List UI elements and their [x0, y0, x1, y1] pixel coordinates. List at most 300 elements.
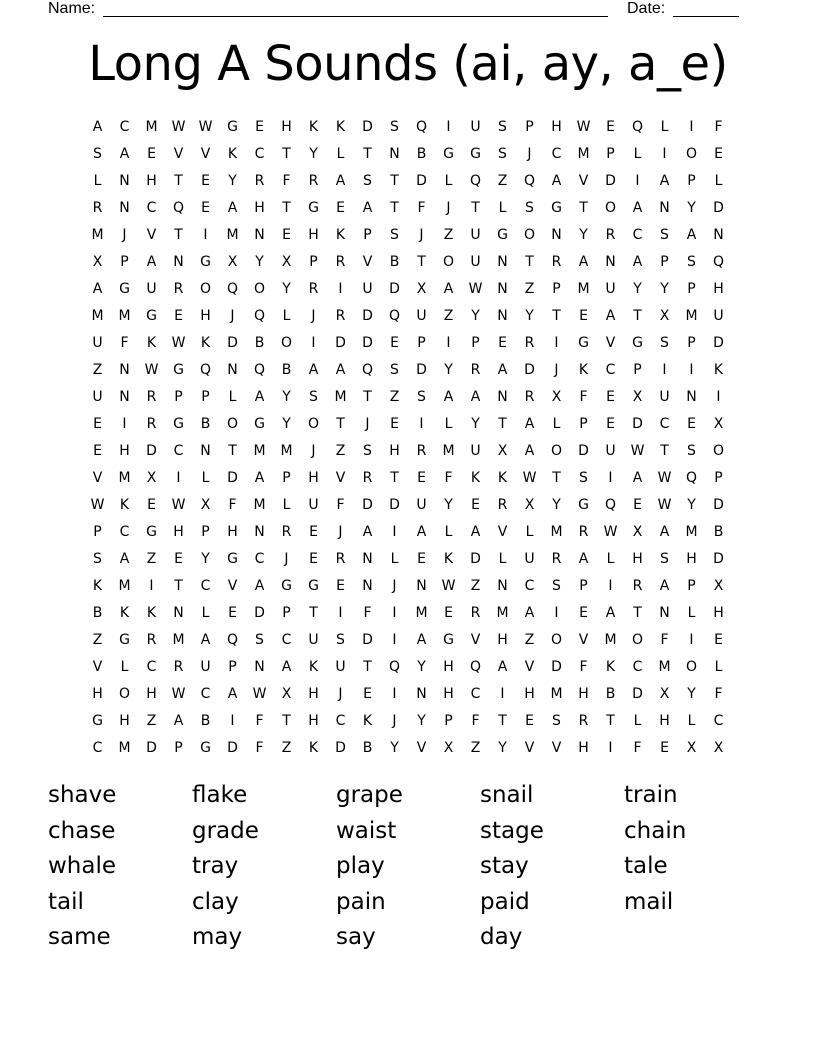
grid-letter[interactable]: Y	[228, 172, 237, 189]
grid-letter[interactable]: D	[335, 739, 346, 756]
grid-letter[interactable]: N	[497, 253, 508, 270]
grid-letter[interactable]: T	[660, 442, 669, 459]
grid-letter[interactable]: Y	[579, 226, 588, 243]
grid-letter[interactable]: A	[443, 388, 454, 405]
grid-letter[interactable]: D	[713, 334, 724, 351]
grid-letter[interactable]: R	[632, 577, 643, 594]
grid-letter[interactable]: E	[390, 334, 399, 351]
grid-letter[interactable]: Z	[443, 226, 454, 243]
grid-letter[interactable]: S	[363, 442, 372, 459]
grid-letter[interactable]: A	[254, 469, 265, 486]
grid-letter[interactable]: V	[578, 631, 589, 648]
grid-letter[interactable]: H	[281, 118, 292, 135]
grid-letter[interactable]: I	[689, 118, 694, 135]
grid-letter[interactable]: X	[632, 523, 643, 540]
grid-letter[interactable]: X	[200, 496, 211, 513]
grid-letter[interactable]: P	[660, 253, 669, 270]
grid-letter[interactable]: X	[551, 388, 562, 405]
grid-letter[interactable]: L	[282, 496, 291, 513]
grid-letter[interactable]: E	[282, 226, 291, 243]
grid-letter[interactable]: P	[93, 523, 102, 540]
grid-letter[interactable]: W	[657, 496, 672, 513]
grid-letter[interactable]: O	[604, 199, 617, 216]
grid-letter[interactable]: C	[119, 118, 130, 135]
grid-letter[interactable]: H	[443, 658, 454, 675]
grid-letter[interactable]: R	[308, 172, 319, 189]
grid-letter[interactable]: Y	[255, 253, 264, 270]
grid-letter[interactable]: D	[362, 496, 373, 513]
grid-letter[interactable]: I	[311, 334, 316, 351]
grid-letter[interactable]: C	[524, 577, 535, 594]
grid-letter[interactable]: F	[471, 712, 480, 729]
grid-letter[interactable]: N	[173, 253, 184, 270]
grid-letter[interactable]: U	[470, 253, 481, 270]
grid-letter[interactable]: C	[551, 145, 562, 162]
grid-letter[interactable]: J	[527, 145, 532, 162]
grid-letter[interactable]: B	[200, 415, 211, 432]
grid-letter[interactable]: K	[92, 577, 103, 594]
grid-letter[interactable]: I	[608, 577, 613, 594]
grid-letter[interactable]: G	[227, 550, 238, 567]
grid-letter[interactable]: Y	[309, 145, 318, 162]
grid-letter[interactable]: X	[227, 253, 238, 270]
grid-letter[interactable]: H	[173, 523, 184, 540]
grid-letter[interactable]: P	[228, 658, 237, 675]
grid-letter[interactable]: O	[523, 226, 536, 243]
grid-letter[interactable]: Z	[335, 442, 346, 459]
grid-letter[interactable]: V	[227, 577, 238, 594]
grid-letter[interactable]: U	[92, 334, 103, 351]
grid-letter[interactable]: E	[336, 577, 345, 594]
grid-letter[interactable]: G	[632, 334, 643, 351]
grid-letter[interactable]: W	[171, 685, 186, 702]
grid-letter[interactable]: I	[392, 685, 397, 702]
grid-letter[interactable]: T	[471, 199, 480, 216]
grid-letter[interactable]: K	[335, 226, 346, 243]
grid-letter[interactable]: X	[416, 280, 427, 297]
grid-letter[interactable]: I	[446, 334, 451, 351]
grid-letter[interactable]: S	[525, 199, 534, 216]
grid-letter[interactable]: N	[119, 199, 130, 216]
grid-letter[interactable]: E	[147, 496, 156, 513]
grid-letter[interactable]: T	[282, 145, 291, 162]
grid-letter[interactable]: E	[471, 496, 480, 513]
grid-letter[interactable]: R	[578, 523, 589, 540]
grid-letter[interactable]: L	[687, 604, 696, 621]
grid-letter[interactable]: S	[309, 388, 318, 405]
grid-letter[interactable]: I	[554, 334, 559, 351]
grid-letter[interactable]: S	[498, 145, 507, 162]
grid-letter[interactable]: R	[605, 226, 616, 243]
grid-letter[interactable]: E	[579, 604, 588, 621]
grid-letter[interactable]: Z	[92, 631, 103, 648]
grid-letter[interactable]: R	[146, 388, 157, 405]
grid-letter[interactable]: H	[308, 469, 319, 486]
grid-letter[interactable]: H	[578, 739, 589, 756]
grid-letter[interactable]: A	[497, 658, 508, 675]
grid-letter[interactable]: S	[390, 226, 399, 243]
grid-letter[interactable]: A	[659, 577, 670, 594]
grid-letter[interactable]: U	[524, 550, 535, 567]
grid-letter[interactable]: P	[552, 280, 561, 297]
grid-letter[interactable]: N	[551, 226, 562, 243]
grid-letter[interactable]: A	[362, 523, 373, 540]
grid-letter[interactable]: L	[498, 550, 507, 567]
grid-letter[interactable]: V	[524, 658, 535, 675]
grid-letter[interactable]: V	[605, 334, 616, 351]
grid-letter[interactable]: Q	[253, 307, 266, 324]
grid-letter[interactable]: H	[632, 550, 643, 567]
grid-letter[interactable]: R	[524, 388, 535, 405]
grid-letter[interactable]: W	[576, 118, 591, 135]
grid-letter[interactable]: T	[174, 226, 183, 243]
grid-letter[interactable]: U	[200, 658, 211, 675]
grid-letter[interactable]: R	[578, 712, 589, 729]
grid-letter[interactable]: E	[687, 415, 696, 432]
grid-letter[interactable]: N	[659, 604, 670, 621]
grid-letter[interactable]: D	[389, 280, 400, 297]
grid-letter[interactable]: E	[147, 145, 156, 162]
grid-letter[interactable]: M	[280, 442, 293, 459]
grid-letter[interactable]: L	[606, 550, 615, 567]
grid-letter[interactable]: N	[497, 307, 508, 324]
grid-letter[interactable]: N	[173, 604, 184, 621]
grid-letter[interactable]: I	[392, 631, 397, 648]
grid-letter[interactable]: H	[254, 199, 265, 216]
grid-letter[interactable]: P	[687, 280, 696, 297]
grid-letter[interactable]: L	[336, 145, 345, 162]
grid-letter[interactable]: E	[255, 118, 264, 135]
grid-letter[interactable]: H	[389, 442, 400, 459]
grid-letter[interactable]: A	[551, 172, 562, 189]
grid-letter[interactable]: I	[554, 604, 559, 621]
grid-letter[interactable]: F	[444, 469, 453, 486]
grid-letter[interactable]: M	[253, 496, 266, 513]
grid-letter[interactable]: P	[282, 469, 291, 486]
grid-letter[interactable]: S	[552, 577, 561, 594]
grid-letter[interactable]: X	[659, 685, 670, 702]
grid-letter[interactable]: P	[444, 712, 453, 729]
grid-letter[interactable]: G	[227, 118, 238, 135]
grid-letter[interactable]: F	[120, 334, 129, 351]
grid-letter[interactable]: B	[200, 712, 211, 729]
grid-letter[interactable]: M	[118, 577, 131, 594]
grid-letter[interactable]: W	[468, 280, 483, 297]
grid-letter[interactable]: Y	[282, 388, 291, 405]
grid-letter[interactable]: R	[308, 280, 319, 297]
grid-letter[interactable]: X	[281, 253, 292, 270]
grid-letter[interactable]: T	[363, 145, 372, 162]
grid-letter[interactable]: E	[525, 712, 534, 729]
grid-letter[interactable]: I	[122, 415, 127, 432]
grid-letter[interactable]: I	[203, 226, 208, 243]
grid-letter[interactable]: O	[442, 253, 455, 270]
grid-letter[interactable]: Q	[469, 658, 482, 675]
grid-letter[interactable]: L	[714, 172, 723, 189]
grid-letter[interactable]: F	[363, 604, 372, 621]
grid-letter[interactable]: S	[93, 550, 102, 567]
grid-letter[interactable]: R	[335, 550, 346, 567]
grid-letter[interactable]: Q	[712, 253, 725, 270]
grid-letter[interactable]: I	[446, 118, 451, 135]
grid-letter[interactable]: G	[200, 739, 211, 756]
grid-letter[interactable]: L	[687, 712, 696, 729]
grid-letter[interactable]: L	[552, 415, 561, 432]
grid-letter[interactable]: E	[606, 118, 615, 135]
grid-letter[interactable]: M	[685, 307, 698, 324]
grid-letter[interactable]: V	[551, 739, 562, 756]
grid-letter[interactable]: N	[389, 145, 400, 162]
grid-letter[interactable]: T	[228, 442, 237, 459]
grid-letter[interactable]: U	[416, 307, 427, 324]
grid-letter[interactable]: N	[362, 550, 373, 567]
grid-letter[interactable]: D	[362, 334, 373, 351]
grid-letter[interactable]: S	[363, 172, 372, 189]
grid-letter[interactable]: V	[497, 523, 508, 540]
grid-letter[interactable]: B	[362, 739, 373, 756]
grid-letter[interactable]: M	[172, 631, 185, 648]
grid-letter[interactable]: K	[200, 334, 211, 351]
grid-letter[interactable]: P	[579, 577, 588, 594]
grid-letter[interactable]: D	[470, 550, 481, 567]
grid-letter[interactable]: O	[631, 631, 644, 648]
grid-letter[interactable]: K	[308, 658, 319, 675]
grid-letter[interactable]: H	[308, 712, 319, 729]
grid-letter[interactable]: Y	[417, 712, 426, 729]
grid-letter[interactable]: S	[687, 442, 696, 459]
grid-letter[interactable]: B	[92, 604, 103, 621]
grid-letter[interactable]: U	[92, 388, 103, 405]
grid-letter[interactable]: G	[578, 496, 589, 513]
grid-letter[interactable]: T	[336, 415, 345, 432]
grid-letter[interactable]: D	[416, 361, 427, 378]
grid-letter[interactable]: I	[689, 631, 694, 648]
grid-letter[interactable]: U	[470, 226, 481, 243]
grid-letter[interactable]: P	[417, 334, 426, 351]
grid-letter[interactable]: L	[633, 712, 642, 729]
grid-letter[interactable]: G	[146, 523, 157, 540]
grid-letter[interactable]: M	[415, 604, 428, 621]
grid-letter[interactable]: A	[146, 253, 157, 270]
grid-letter[interactable]: T	[552, 307, 561, 324]
grid-letter[interactable]: V	[92, 469, 103, 486]
grid-letter[interactable]: K	[497, 469, 508, 486]
grid-letter[interactable]: I	[689, 361, 694, 378]
grid-letter[interactable]: O	[280, 334, 293, 351]
grid-letter[interactable]: C	[200, 577, 211, 594]
grid-letter[interactable]: W	[171, 334, 186, 351]
grid-letter[interactable]: A	[443, 280, 454, 297]
grid-letter[interactable]: F	[228, 496, 237, 513]
grid-letter[interactable]: G	[470, 145, 481, 162]
grid-letter[interactable]: C	[119, 523, 130, 540]
grid-letter[interactable]: E	[201, 199, 210, 216]
grid-letter[interactable]: O	[550, 631, 563, 648]
grid-letter[interactable]: Y	[471, 307, 480, 324]
grid-letter[interactable]: M	[91, 307, 104, 324]
grid-letter[interactable]: Q	[631, 118, 644, 135]
grid-letter[interactable]: A	[335, 361, 346, 378]
grid-letter[interactable]: M	[685, 523, 698, 540]
grid-letter[interactable]: D	[578, 442, 589, 459]
name-blank-line[interactable]	[103, 16, 608, 17]
grid-letter[interactable]: P	[174, 388, 183, 405]
grid-letter[interactable]: G	[443, 145, 454, 162]
grid-letter[interactable]: J	[230, 307, 235, 324]
grid-letter[interactable]: D	[713, 550, 724, 567]
grid-letter[interactable]: P	[309, 253, 318, 270]
grid-letter[interactable]: Y	[633, 280, 642, 297]
grid-letter[interactable]: R	[173, 658, 184, 675]
grid-letter[interactable]: V	[92, 658, 103, 675]
grid-letter[interactable]: R	[362, 469, 373, 486]
grid-letter[interactable]: I	[662, 361, 667, 378]
grid-letter[interactable]: P	[120, 253, 129, 270]
grid-letter[interactable]: A	[524, 442, 535, 459]
grid-letter[interactable]: L	[390, 550, 399, 567]
grid-letter[interactable]: W	[171, 496, 186, 513]
grid-letter[interactable]: Q	[388, 658, 401, 675]
grid-letter[interactable]: K	[146, 334, 157, 351]
grid-letter[interactable]: C	[254, 550, 265, 567]
grid-letter[interactable]: Y	[687, 685, 696, 702]
grid-letter[interactable]: D	[227, 469, 238, 486]
grid-letter[interactable]: E	[390, 415, 399, 432]
grid-letter[interactable]: R	[92, 199, 103, 216]
grid-letter[interactable]: N	[254, 658, 265, 675]
grid-letter[interactable]: R	[470, 361, 481, 378]
grid-letter[interactable]: A	[308, 361, 319, 378]
grid-letter[interactable]: L	[525, 523, 534, 540]
grid-letter[interactable]: M	[577, 280, 590, 297]
grid-letter[interactable]: D	[362, 631, 373, 648]
grid-letter[interactable]: M	[496, 604, 509, 621]
grid-letter[interactable]: J	[365, 415, 370, 432]
grid-letter[interactable]: A	[470, 388, 481, 405]
grid-letter[interactable]: Y	[471, 415, 480, 432]
grid-letter[interactable]: X	[713, 415, 724, 432]
grid-letter[interactable]: A	[227, 199, 238, 216]
grid-letter[interactable]: Y	[282, 280, 291, 297]
grid-letter[interactable]: Y	[201, 550, 210, 567]
grid-letter[interactable]: B	[389, 253, 400, 270]
grid-letter[interactable]: D	[524, 361, 535, 378]
grid-letter[interactable]: C	[92, 739, 103, 756]
grid-letter[interactable]: N	[659, 199, 670, 216]
grid-letter[interactable]: C	[605, 361, 616, 378]
grid-letter[interactable]: Z	[524, 631, 535, 648]
grid-letter[interactable]: P	[714, 469, 723, 486]
grid-letter[interactable]: W	[603, 523, 618, 540]
grid-letter[interactable]: A	[227, 685, 238, 702]
grid-letter[interactable]: X	[524, 496, 535, 513]
grid-letter[interactable]: E	[93, 415, 102, 432]
grid-letter[interactable]: E	[336, 199, 345, 216]
grid-letter[interactable]: F	[714, 118, 723, 135]
grid-letter[interactable]: Z	[389, 388, 400, 405]
grid-letter[interactable]: P	[687, 172, 696, 189]
grid-letter[interactable]: K	[362, 712, 373, 729]
grid-letter[interactable]: G	[173, 415, 184, 432]
grid-letter[interactable]: R	[335, 307, 346, 324]
grid-letter[interactable]: Q	[226, 631, 239, 648]
grid-letter[interactable]: L	[633, 145, 642, 162]
grid-letter[interactable]: U	[659, 388, 670, 405]
grid-letter[interactable]: G	[92, 712, 103, 729]
grid-letter[interactable]: M	[550, 685, 563, 702]
grid-letter[interactable]: U	[308, 631, 319, 648]
grid-letter[interactable]: H	[686, 550, 697, 567]
grid-letter[interactable]: V	[470, 631, 481, 648]
grid-letter[interactable]: C	[254, 145, 265, 162]
grid-letter[interactable]: A	[92, 118, 103, 135]
grid-letter[interactable]: K	[308, 118, 319, 135]
grid-letter[interactable]: N	[497, 388, 508, 405]
date-blank-line[interactable]	[673, 16, 739, 17]
grid-letter[interactable]: J	[338, 685, 343, 702]
grid-letter[interactable]: F	[336, 496, 345, 513]
grid-letter[interactable]: B	[713, 523, 724, 540]
grid-letter[interactable]: Q	[253, 361, 266, 378]
grid-letter[interactable]: E	[309, 523, 318, 540]
grid-letter[interactable]: J	[122, 226, 127, 243]
grid-letter[interactable]: R	[524, 334, 535, 351]
grid-letter[interactable]: O	[307, 415, 320, 432]
grid-letter[interactable]: M	[334, 388, 347, 405]
grid-letter[interactable]: G	[146, 307, 157, 324]
grid-letter[interactable]: A	[524, 415, 535, 432]
grid-letter[interactable]: W	[630, 442, 645, 459]
grid-letter[interactable]: N	[416, 577, 427, 594]
grid-letter[interactable]: D	[335, 334, 346, 351]
grid-letter[interactable]: N	[713, 226, 724, 243]
grid-letter[interactable]: N	[686, 388, 697, 405]
grid-letter[interactable]: U	[470, 442, 481, 459]
grid-letter[interactable]: H	[551, 118, 562, 135]
grid-letter[interactable]: S	[93, 145, 102, 162]
grid-letter[interactable]: L	[714, 658, 723, 675]
grid-letter[interactable]: Y	[282, 415, 291, 432]
grid-letter[interactable]: A	[659, 523, 670, 540]
grid-letter[interactable]: C	[470, 685, 481, 702]
grid-letter[interactable]: L	[120, 658, 129, 675]
grid-letter[interactable]: P	[525, 118, 534, 135]
grid-letter[interactable]: G	[497, 226, 508, 243]
grid-letter[interactable]: H	[443, 685, 454, 702]
grid-letter[interactable]: V	[578, 172, 589, 189]
grid-letter[interactable]: Z	[497, 172, 508, 189]
grid-letter[interactable]: J	[392, 577, 397, 594]
grid-letter[interactable]: Y	[444, 496, 453, 513]
grid-letter[interactable]: A	[254, 577, 265, 594]
grid-letter[interactable]: T	[390, 199, 399, 216]
grid-letter[interactable]: C	[632, 658, 643, 675]
grid-letter[interactable]: A	[119, 145, 130, 162]
grid-letter[interactable]: E	[201, 172, 210, 189]
grid-letter[interactable]: C	[146, 658, 157, 675]
grid-letter[interactable]: F	[660, 631, 669, 648]
grid-letter[interactable]: C	[632, 226, 643, 243]
grid-letter[interactable]: L	[444, 172, 453, 189]
grid-letter[interactable]: G	[119, 280, 130, 297]
grid-letter[interactable]: U	[416, 496, 427, 513]
grid-letter[interactable]: Q	[388, 307, 401, 324]
grid-letter[interactable]: A	[686, 226, 697, 243]
grid-letter[interactable]: E	[498, 334, 507, 351]
grid-letter[interactable]: R	[497, 496, 508, 513]
grid-letter[interactable]: J	[311, 307, 316, 324]
grid-letter[interactable]: J	[446, 199, 451, 216]
